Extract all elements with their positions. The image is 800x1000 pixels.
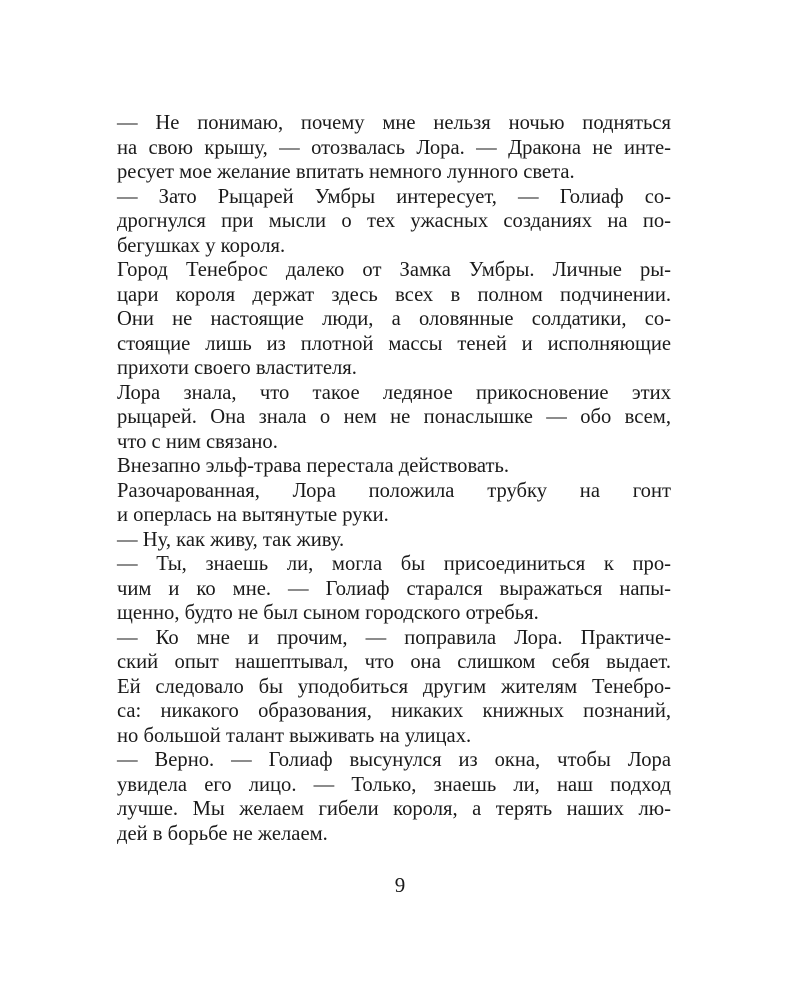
page-number: 9 [394,873,406,897]
text-line: са: никакого образования, никаких книжных познаний, [117,700,671,722]
text-line: но большой талант выживать на улицах. [117,724,472,747]
text-line: Город Тенеброс далеко от Замка Умбры. Личные ры- [117,259,671,281]
text-line: — Не понимаю, почему мне нельзя ночью подняться [117,112,671,134]
text-line: Они не настоящие люди, а оловянные солдатики, со- [117,308,671,330]
text-line: рыцарей. Она знала о нем не понаслышке — обо всем, [117,406,671,428]
text-line: на свою крышу, — отозвалась Лора. — Дракона не инте- [117,136,671,159]
text-line: — Ко мне и прочим, — поправила Лора. Практиче- [117,626,671,649]
text-line: бегушках у короля. [117,234,286,257]
text-line: — Ну, как живу, так живу. [117,528,345,551]
text-line: лучше. Мы желаем гибели короля, а терять наших лю- [117,798,671,820]
text-line: прихоти своего властителя. [117,357,357,379]
text-line: стоящие лишь из плотной массы теней и исполняющие [117,332,671,355]
book-page-text [117,111,671,846]
text-line: дей в борьбе не желаем. [117,822,328,845]
text-line: цари короля держат здесь всех в полном подчинении. [117,283,671,306]
text-line: дрогнулся при мысли о тех ужасных созданиях на по- [117,210,671,232]
text-line: Внезапно эльф-трава перестала действовать. [117,455,510,477]
text-line: ресует мое желание впитать немного лунного света. [117,161,575,183]
text-line: — Ты, знаешь ли, могла бы присоединиться к про- [117,553,671,575]
text-line: и оперлась на вытянутые руки. [117,504,389,526]
text-line: чим и ко мне. — Голиаф старался выражаться напы- [117,577,671,600]
text-line: Разочарованная, Лора положила трубку на гонт [117,479,671,502]
text-line: Лора знала, что такое ледяное прикосновение этих [117,381,671,404]
text-line: щенно, будто не был сыном городского отребья. [117,602,539,624]
text-line: увидела его лицо. — Только, знаешь ли, наш подход [117,773,671,796]
text-line: — Верно. — Голиаф высунулся из окна, чтобы Лора [117,749,671,771]
text-line: ский опыт нашептывал, что она слишком себя выдает. [117,651,671,673]
text-line: что с ним связано. [117,430,278,453]
text-line: — Зато Рыцарей Умбры интересует, — Голиаф со- [117,185,671,208]
text-line: Ей следовало бы уподобиться другим жителям Тенебро- [117,675,671,698]
